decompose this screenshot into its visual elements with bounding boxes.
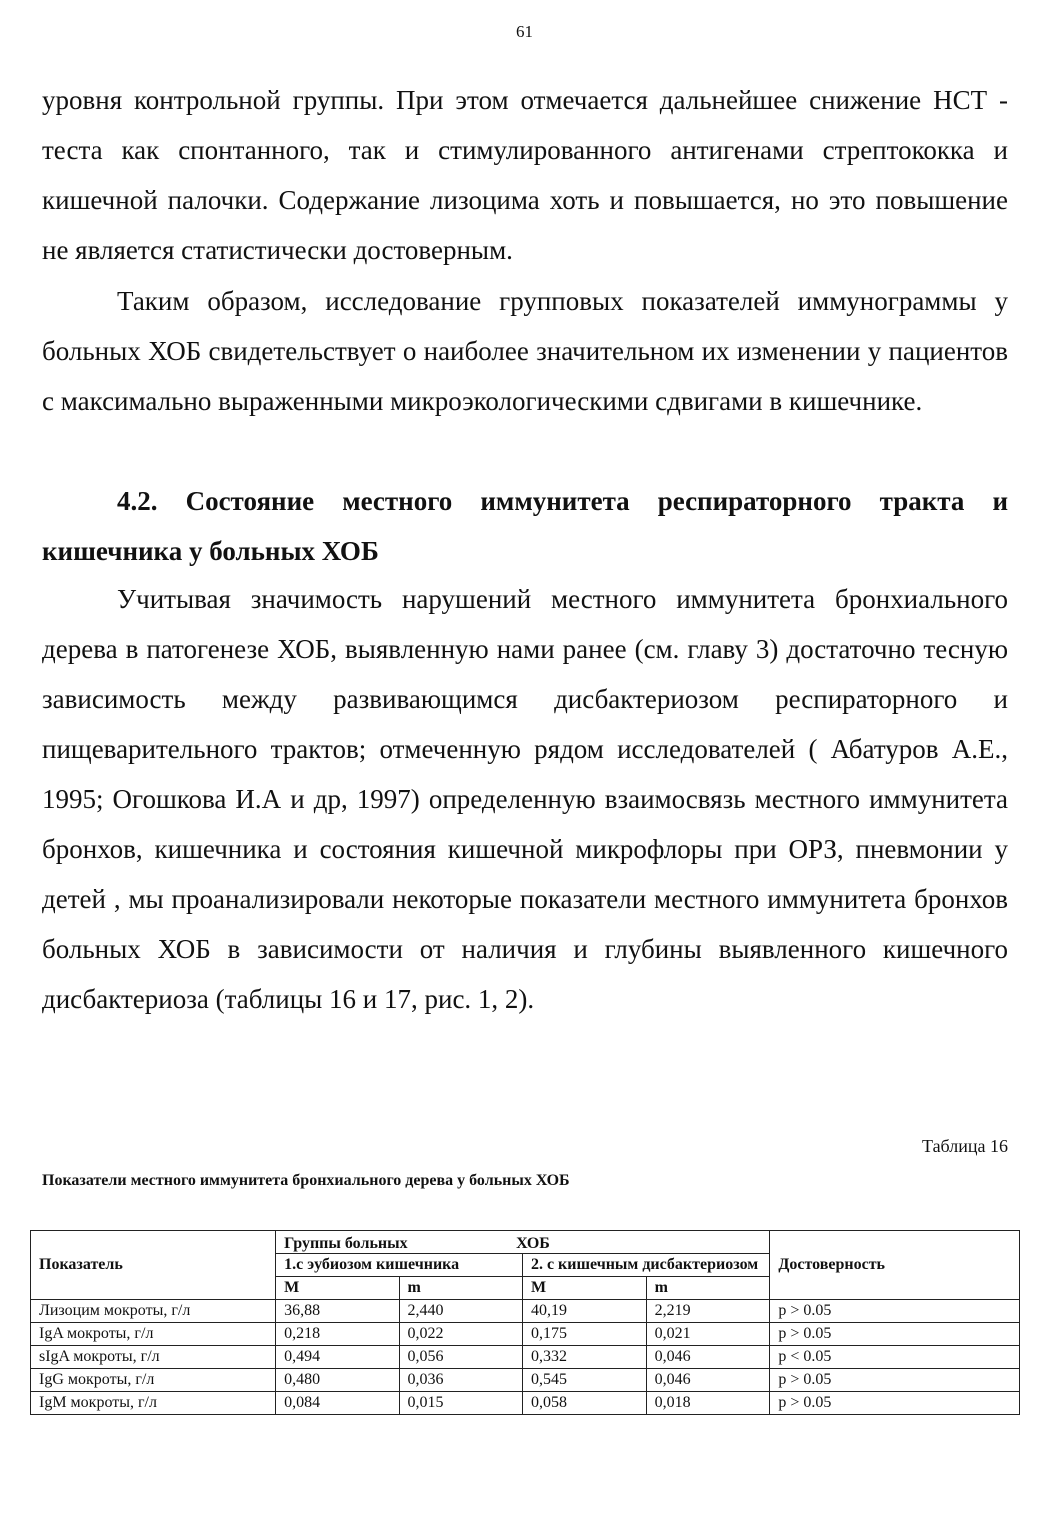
table-row [31,1346,1020,1369]
header-m2: m [646,1277,770,1300]
cell-name: IgG мокроты, г/л [31,1369,276,1392]
cell-M2: 0,332 [522,1346,646,1369]
header-group2 [522,1254,769,1277]
table-header-row [31,1231,1020,1254]
cell-M2: 40,19 [522,1300,646,1323]
cell-m2: 0,046 [646,1369,770,1392]
cell-M1: 0,084 [276,1392,399,1415]
cell-p: p > 0.05 [770,1369,1020,1392]
cell-M2: 0,175 [522,1323,646,1346]
cell-name: IgM мокроты, г/л [31,1392,276,1415]
paragraph-3 [42,574,1008,1024]
header-indicator: Показатель [31,1231,276,1300]
data-table [30,1230,1020,1415]
section-heading-text: 4.2. Состояние местного иммунитета респираторного тракта и кишечника у больных ХОБ [42,486,1008,566]
header-M1: М [276,1277,399,1300]
header-reliability: Достоверность [770,1231,1020,1300]
section-heading [42,476,1008,576]
cell-p: p > 0.05 [770,1323,1020,1346]
table-row [31,1392,1020,1415]
cell-m2: 0,018 [646,1392,770,1415]
header-m1: m [399,1277,522,1300]
cell-M1: 36,88 [276,1300,399,1323]
cell-m1: 0,056 [399,1346,522,1369]
cell-M1: 0,494 [276,1346,399,1369]
cell-m2: 0,021 [646,1323,770,1346]
paragraph-1 [42,75,1008,275]
header-M2: М [522,1277,646,1300]
cell-p: p > 0.05 [770,1300,1020,1323]
cell-M1: 0,480 [276,1369,399,1392]
header-groups-b: ХОБ [516,1235,550,1252]
table-row [31,1369,1020,1392]
cell-M2: 0,058 [522,1392,646,1415]
cell-m1: 0,022 [399,1323,522,1346]
table-caption: Показатели местного иммунитета бронхиального дерева у больных ХОБ [42,1172,570,1189]
header-group2-text: 2. с кишечным дисбактериозом [530,1256,759,1273]
cell-m1: 0,015 [399,1392,522,1415]
cell-M2: 0,545 [522,1369,646,1392]
cell-m1: 2,440 [399,1300,522,1323]
cell-name: sIgA мокроты, г/л [31,1346,276,1369]
table-row [31,1300,1020,1323]
cell-m2: 2,219 [646,1300,770,1323]
paragraph-2 [42,276,1008,426]
cell-m1: 0,036 [399,1369,522,1392]
header-groups-a: Группы больных [284,1235,408,1252]
page-number: 61 [516,22,533,41]
cell-name: Лизоцим мокроты, г/л [31,1300,276,1323]
cell-p: p < 0.05 [770,1346,1020,1369]
cell-p: p > 0.05 [770,1392,1020,1415]
paragraph-3-text: Учитывая значимость нарушений местного иммунитета бронхиального дерева в патогенезе ХОБ, выявленную нами ранее (см. главу 3) достаточно тесную зависимость между развивающимся дисбактериозом респираторного и пищеварительного трактов; отмеченную рядом исследователей ( Абатуров А.Е., 1995; Огошкова И.А и др, 1997) определенную взаимосвязь местного иммунитета бронхов, кишечника и состояния кишечной микрофлоры при ОРЗ, пневмонии у детей , мы проанализировали некоторые показатели местного иммунитета бронхов больных ХОБ в зависимости от наличия и глубины выявленного кишечного дисбактериоза (таблицы 16 и 17, рис. 1, 2). [42,584,1008,1014]
table-row [31,1323,1020,1346]
cell-name: IgA мокроты, г/л [31,1323,276,1346]
cell-m2: 0,046 [646,1346,770,1369]
header-groups [276,1231,770,1254]
paragraph-1-text: уровня контрольной группы. При этом отмечается дальнейшее снижение НСТ - теста как спонтанного, так и стимулированного антигенами стрептококка и кишечной палочки. Содержание лизоцима хоть и повышается, но это повышение не является статистически достоверным. [42,85,1008,265]
cell-M1: 0,218 [276,1323,399,1346]
header-group1: 1.с эубиозом кишечника [276,1254,523,1277]
paragraph-2-text: Таким образом, исследование групповых показателей иммунограммы у больных ХОБ свидетельствует о наиболее значительном их изменении у пациентов с максимально выраженными микроэкологическими сдвигами в кишечнике. [42,286,1008,416]
table-label: Таблица 16 [922,1136,1008,1156]
